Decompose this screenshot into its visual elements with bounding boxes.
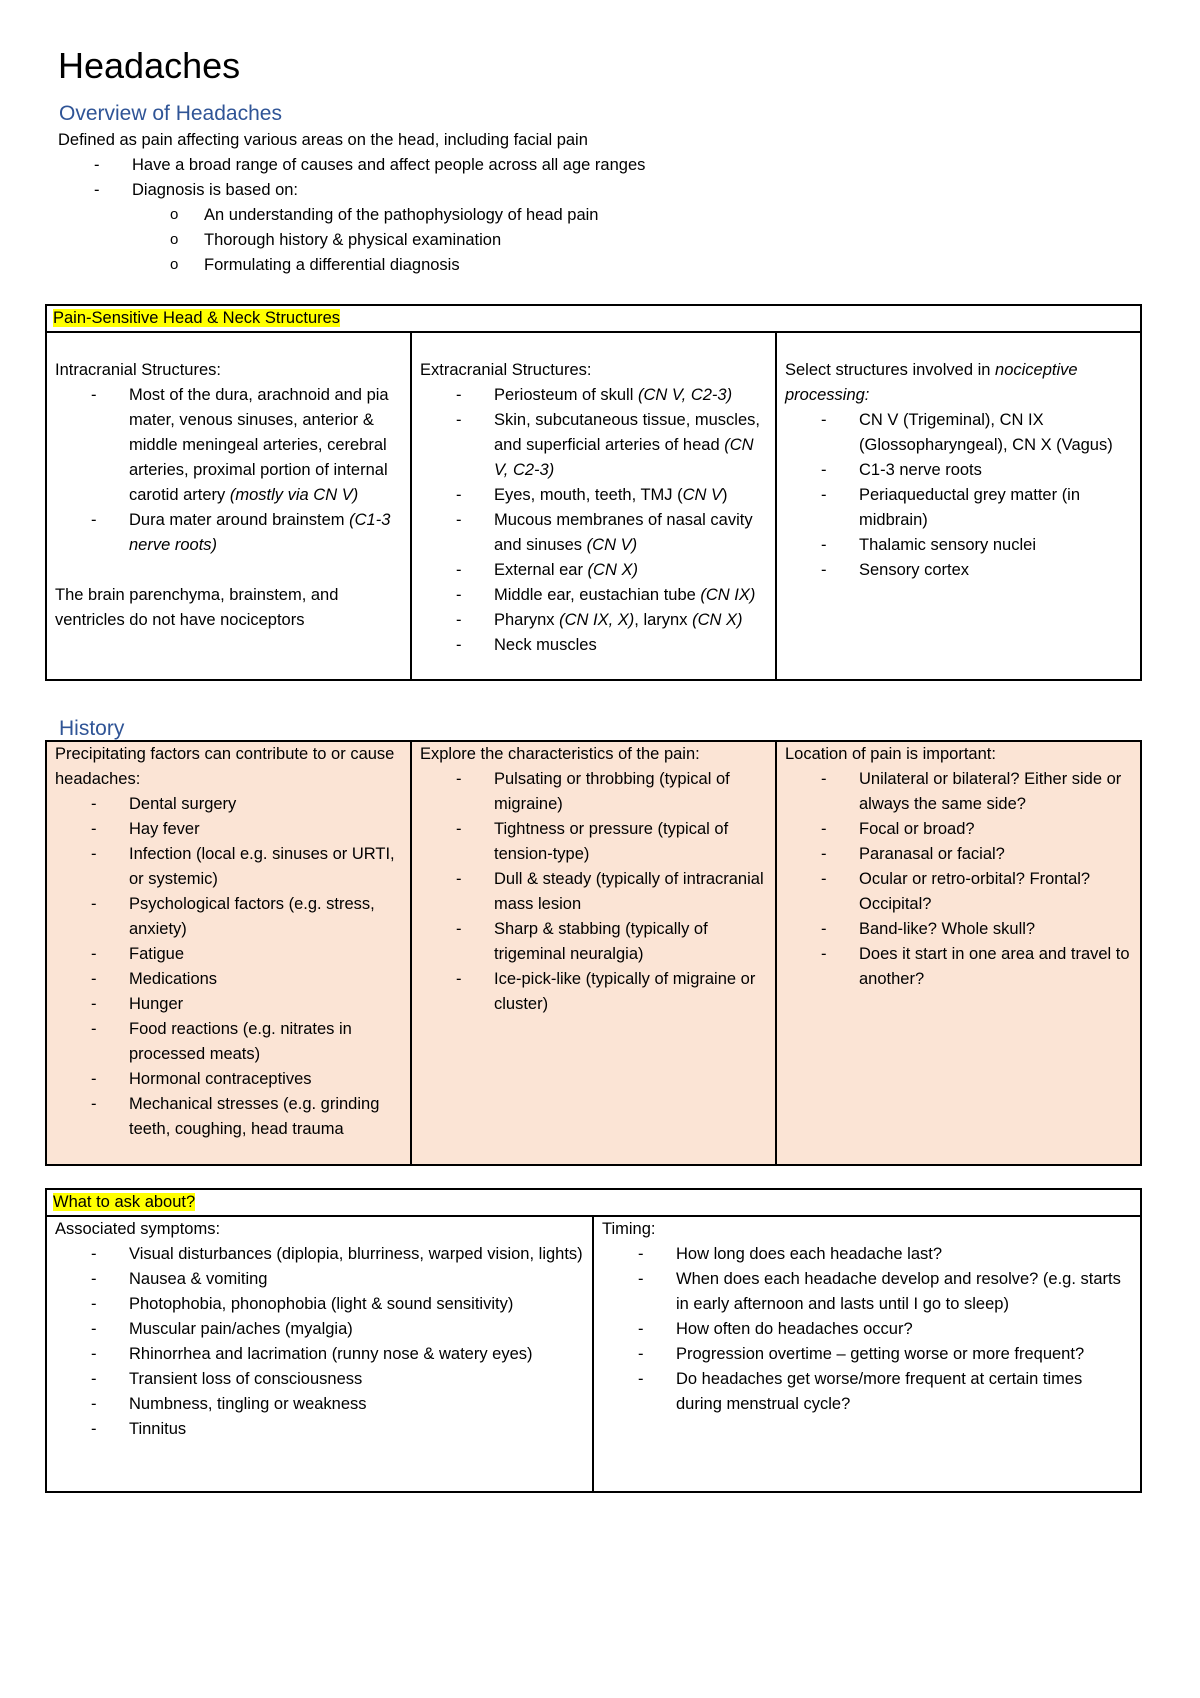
list-item: - Tightness or pressure (typical of tension-type): [420, 817, 767, 867]
list-item: - Focal or broad?: [785, 817, 1132, 842]
page-title: Headaches: [58, 45, 241, 86]
list-item: - Psychological factors (e.g. stress, anxiety): [55, 892, 402, 942]
highlighted-header: What to ask about?: [53, 1193, 196, 1211]
list-item: - When does each headache develop and resolve? (e.g. starts in early afternoon and lasts until I go to sleep): [602, 1267, 1132, 1317]
overview-section: [58, 128, 1138, 278]
precipitating-title: Precipitating factors can contribute to or cause headaches:: [55, 745, 395, 788]
list-item: - Progression overtime – getting worse or more frequent?: [602, 1342, 1132, 1367]
table-header: [46, 1189, 1141, 1216]
list-item: - Food reactions (e.g. nitrates in processed meats): [55, 1017, 402, 1067]
list-item: - Dull & steady (typically of intracranial mass lesion: [420, 867, 767, 917]
extracranial-title: Extracranial Structures:: [420, 361, 592, 379]
nociceptive-title: Select structures involved in nociceptive processing:: [785, 361, 1078, 404]
history-heading: History: [59, 717, 125, 740]
list-item: - Medications: [55, 967, 402, 992]
ask-table: [45, 1188, 1142, 1493]
list-item: - Hay fever: [55, 817, 402, 842]
list-item: - Mechanical stresses (e.g. grinding teeth, coughing, head trauma: [55, 1092, 402, 1142]
overview-bullet: - Diagnosis is based on:: [58, 178, 1138, 203]
table-header: [46, 305, 1141, 332]
list-item: - C1-3 nerve roots: [785, 458, 1132, 483]
list-item: - Most of the dura, arachnoid and pia mater, venous sinuses, anterior & middle meningeal arteries, cerebral arteries, proximal portion of internal carotid artery (mostly via CN V): [55, 383, 402, 508]
pain-structures-table: [45, 304, 1142, 681]
list-item: - Mucous membranes of nasal cavity and sinuses (CN V): [420, 508, 767, 558]
overview-sub-bullet: o Thorough history & physical examination: [58, 228, 1138, 253]
precipitating-cell: [46, 741, 411, 1165]
list-item: - Ice-pick-like (typically of migraine or cluster): [420, 967, 767, 1017]
list-item: - How often do headaches occur?: [602, 1317, 1132, 1342]
list-item: - Hormonal contraceptives: [55, 1067, 402, 1092]
list-item: - External ear (CN X): [420, 558, 767, 583]
list-item: - Sensory cortex: [785, 558, 1132, 583]
intracranial-note: The brain parenchyma, brainstem, and ventricles do not have nociceptors: [55, 586, 339, 629]
list-item: - Skin, subcutaneous tissue, muscles, and superficial arteries of head (CN V, C2-3): [420, 408, 767, 483]
overview-heading: Overview of Headaches: [59, 102, 282, 125]
list-item: - Numbness, tingling or weakness: [55, 1392, 584, 1417]
list-item: - Nausea & vomiting: [55, 1267, 584, 1292]
timing-cell: [593, 1216, 1141, 1492]
list-item: - Paranasal or facial?: [785, 842, 1132, 867]
associated-title: Associated symptoms:: [55, 1220, 221, 1238]
list-item: - Eyes, mouth, teeth, TMJ (CN V): [420, 483, 767, 508]
timing-title: Timing:: [602, 1220, 656, 1238]
list-item: - Dura mater around brainstem (C1-3 nerve roots): [55, 508, 402, 558]
list-item: - Periaqueductal grey matter (in midbrain): [785, 483, 1132, 533]
list-item: - Transient loss of consciousness: [55, 1367, 584, 1392]
list-item: - Rhinorrhea and lacrimation (runny nose & watery eyes): [55, 1342, 584, 1367]
list-item: - Middle ear, eustachian tube (CN IX): [420, 583, 767, 608]
overview-definition: Defined as pain affecting various areas on the head, including facial pain: [58, 131, 588, 149]
list-item: - Neck muscles: [420, 633, 767, 658]
characteristics-cell: [411, 741, 776, 1165]
list-item: - Pharynx (CN IX, X), larynx (CN X): [420, 608, 767, 633]
list-item: - Infection (local e.g. sinuses or URTI, or systemic): [55, 842, 402, 892]
characteristics-title: Explore the characteristics of the pain:: [420, 745, 700, 763]
location-cell: [776, 741, 1141, 1165]
extracranial-cell: [411, 332, 776, 680]
list-item: - Ocular or retro-orbital? Frontal? Occipital?: [785, 867, 1132, 917]
list-item: - Visual disturbances (diplopia, blurriness, warped vision, lights): [55, 1242, 584, 1267]
list-item: - How long does each headache last?: [602, 1242, 1132, 1267]
list-item: - Thalamic sensory nuclei: [785, 533, 1132, 558]
list-item: - Fatigue: [55, 942, 402, 967]
overview-sub-bullet: o An understanding of the pathophysiology of head pain: [58, 203, 1138, 228]
overview-sub-bullet: o Formulating a differential diagnosis: [58, 253, 1138, 278]
list-item: - Dental surgery: [55, 792, 402, 817]
list-item: - Band-like? Whole skull?: [785, 917, 1132, 942]
location-title: Location of pain is important:: [785, 745, 996, 763]
list-item: - Photophobia, phonophobia (light & sound sensitivity): [55, 1292, 584, 1317]
list-item: - Sharp & stabbing (typically of trigeminal neuralgia): [420, 917, 767, 967]
overview-bullet: - Have a broad range of causes and affect people across all age ranges: [58, 153, 1138, 178]
intracranial-title: Intracranial Structures:: [55, 361, 221, 379]
nociceptive-cell: [776, 332, 1141, 680]
list-item: - Pulsating or throbbing (typical of migraine): [420, 767, 767, 817]
list-item: - CN V (Trigeminal), CN IX (Glossopharyngeal), CN X (Vagus): [785, 408, 1132, 458]
list-item: - Does it start in one area and travel to another?: [785, 942, 1132, 992]
list-item: - Tinnitus: [55, 1417, 584, 1442]
list-item: - Unilateral or bilateral? Either side or always the same side?: [785, 767, 1132, 817]
list-item: - Muscular pain/aches (myalgia): [55, 1317, 584, 1342]
list-item: - Hunger: [55, 992, 402, 1017]
highlighted-header: Pain-Sensitive Head & Neck Structures: [53, 309, 341, 327]
list-item: - Periosteum of skull (CN V, C2-3): [420, 383, 767, 408]
history-table: [45, 740, 1142, 1166]
intracranial-cell: [46, 332, 411, 680]
associated-cell: [46, 1216, 593, 1492]
list-item: - Do headaches get worse/more frequent at certain times during menstrual cycle?: [602, 1367, 1132, 1417]
